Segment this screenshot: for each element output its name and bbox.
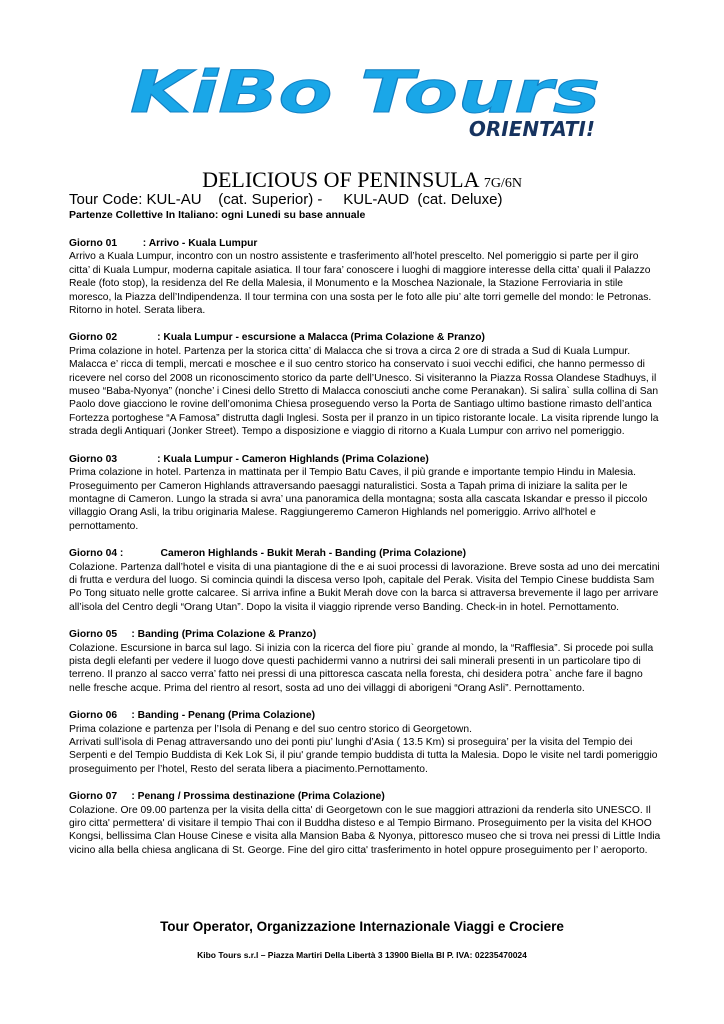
tour-code: Tour Code: KUL-AU (cat. Superior) - KUL-AUD (cat. Deluxe)	[69, 191, 503, 208]
footer-tagline: Tour Operator, Organizzazione Internazionale Viaggi e Crociere	[160, 919, 564, 934]
departures-note: Partenze Collettive In Italiano: ogni Lunedi su base annuale	[69, 209, 366, 221]
day-section	[69, 331, 661, 438]
day-description: Arrivo a Kuala Lumpur, incontro con un nostro assistente e trasferimento all’hotel prescelto. Nel pomeriggio si parte per il giro citta’ di Kuala Lumpur, moderna capitale asiatica. Il tour fara’ conoscere i luoghi di maggiore interesse della citta’ quali il Palazzo Reale (foto stop), la residenza del Re della Malesia, il Monumento e la Moschea Nazionale, la Stazione Ferroviaria in stile moresco, la Piazza dell’Indipendenza. Il tour termina con una sosta per le foto alle piu’ alte torri gemelle del mondo: le Petronas. Ritorno in hotel. Serata libera.	[69, 251, 652, 317]
day-section	[69, 237, 661, 317]
day-description: Prima colazione e partenza per l’Isola di Penang e del suo centro storico di Georgetown. Arrivati sull’isola di Penag attraversando uno dei ponti piu’ lunghi d’Asia ( 13.5 Km) si proseguira’ per la visita del Tempio dei Serpenti e del Tempio Buddista di Kek Lok Si, il piu' grande tempio buddista di tutta la Malesia. Dopo le visite nel tardi pomeriggio proseguimento per l’hotel, Resto del serata libera a piacimento.Pernottamento.	[69, 723, 658, 775]
day-description: Prima colazione in hotel. Partenza in mattinata per il Tempio Batu Caves, il più grande e importante tempio Hindu in Malesia. Proseguimento per Cameron Highlands attraversando paesaggi naturalistici. Sosta a Tapah prima di iniziare la salita per le montagne di Cameron. Lungo la strada si avra’ una panoramica della montagna; sosta alla cascata Iskandar e presso il piccolo villaggio Orang Asli, la tribu originaria Malese. Raggiungeremo Cameron Highlands nel pomeriggio. Arrivo all'hotel e pernottamento.	[69, 467, 648, 532]
tour-title-main: DELICIOUS OF PENINSULA	[202, 167, 484, 192]
day-section	[69, 628, 661, 695]
day-heading: Giorno 04 : Cameron Highlands - Bukit Merah - Banding (Prima Colazione)	[69, 548, 467, 560]
day-description: Colazione. Escursione in barca sul lago. Si inizia con la ricerca del fiore piu` grande al mondo, la “Rafflesia”. Si procede poi sulla pista degli elefanti per vedere il luogo dove questi pachidermi vanno a nutrirsi dei sali minerali presenti in un particolare tipo di terreno. Il pranzo al sacco verra’ fatto nei pressi di una pittoresca cascata nella foresta, chi desidera potra` anche fare il bagno nelle fresche acque. Prima del rientro al resort, sosta ad uno dei villaggi di aborigeni “Orang Asli”. Pernottamento.	[69, 642, 654, 694]
day-section	[69, 547, 661, 614]
day-heading: Giorno 02 : Kuala Lumpur - escursione a Malacca (Prima Colazione & Pranzo)	[69, 332, 485, 344]
day-heading: Giorno 01 : Arrivo - Kuala Lumpur	[69, 238, 258, 249]
day-section	[69, 453, 661, 533]
logo-tagline-text: ORIENTATI!	[468, 117, 595, 141]
day-section	[69, 790, 661, 857]
kibo-tours-logo	[125, 62, 605, 144]
day-heading: Giorno 06 : Banding - Penang (Prima Colazione)	[69, 710, 316, 722]
day-heading: Giorno 05 : Banding (Prima Colazione & Pranzo)	[69, 629, 317, 641]
logo-brand-text: KiBo Tours	[130, 62, 600, 126]
footer-company-info: Kibo Tours s.r.l – Piazza Martiri Della Libertà 3 13900 Biella BI P. IVA: 02235470024	[197, 950, 527, 960]
day-heading: Giorno 03 : Kuala Lumpur - Cameron Highlands (Prima Colazione)	[69, 453, 429, 465]
day-description: Colazione. Partenza dall’hotel e visita di una piantagione di the e ai suoi processi di lavorazione. Breve sosta ad uno dei mercatini di frutta e verdura del luogo. Si comincia quindi la discesa verso Ipoh, capitale del Perak. Visita del Tempio Cinese buddista Sam Po Tong situato nelle grotte calcaree. Si arriva infine a Bukit Merah dove con la barca si attraversa brevemente il lago per arrivare all’isola del Centro degli “Orang Utan”. Dopo la visita il viaggio riprende verso Banding. Check-in in hotel. Pernottamento.	[69, 561, 660, 613]
tour-duration: 7G/6N	[483, 176, 522, 191]
day-section	[69, 709, 661, 776]
itinerary	[69, 237, 661, 871]
day-description: Prima colazione in hotel. Partenza per la storica citta’ di Malacca che si trova a circa 2 ore di strada a Sud di Kuala Lumpur. Malacca e’ ricca di templi, mercati e moschee e il suo centro storico ha conservato i suoi vecchi edifici, che hanno permesso di ricevere nel corso del 2008 un riconoscimento storico da parte dell’Unesco. Si visiteranno la Piazza Rossa Olandese Stadhuys, il museo “Baba-Nyonya” (nonche’ i Cinesi dello Stretto di Malacca conosciuti anche come Peranakan). Si salira` sulla collina di San Paolo dove giacciono le rovine dell’omonima Chiesa proseguendo verso la Porta de Santiago ultimo bastione rimasto dell’antica Fortezza portoghese “A Famosa” distrutta dagli Inglesi. Sosta per il pranzo in un tipico ristorante locale. La visita riprende lungo la strada degli Antiquari (Jonker Street). Tempo a disposizione e viaggio di ritorno a Kuala Lumpur con arrivo nel pomeriggio.	[69, 345, 659, 438]
day-heading: Giorno 07 : Penang / Prossima destinazione (Prima Colazione)	[69, 791, 385, 803]
day-description: Colazione. Ore 09.00 partenza per la visita della citta' di Georgetown con le sue maggiori attrazioni da renderla sito UNESCO. Il giro citta' permettera' di visitare il tempio Thai con il Buddha disteso e al Tempio Birmano. Proseguimento per la visita del KHOO Kongsi, bellissima Clan House Cinese e visita alla Mansion Baba & Nyonya, pittoresco museo che si trova nei pressi di Little India vicino alla bella chiesa anglicana di St. George. Fine del giro citta' trasferimento in hotel oppure proseguimento per l’ aeroporto.	[69, 804, 661, 856]
